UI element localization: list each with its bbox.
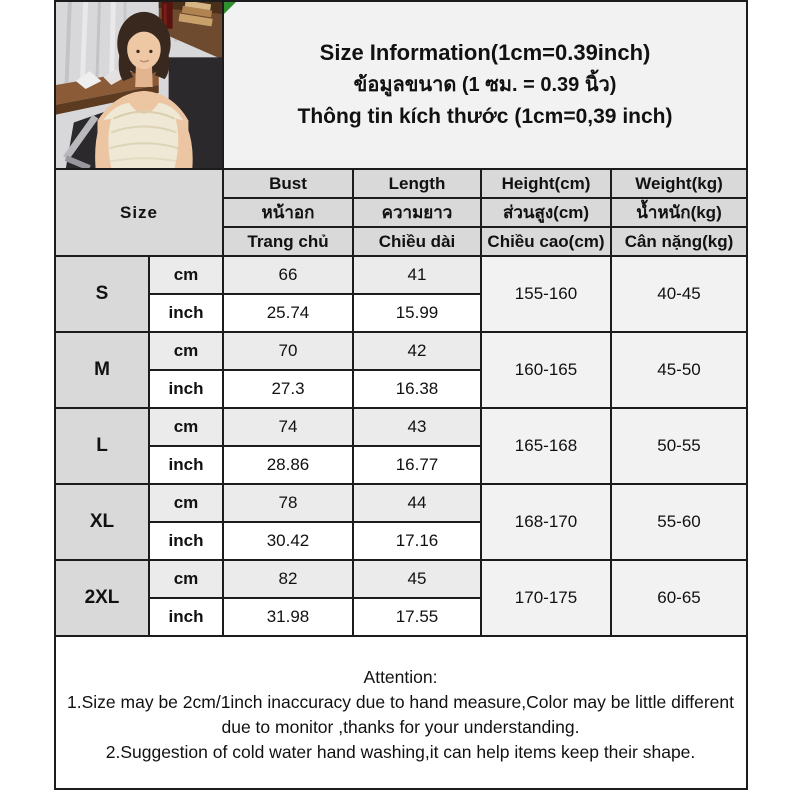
- header-weight-vi: Cân nặng(kg): [611, 227, 747, 256]
- weight-range: 60-65: [611, 560, 747, 636]
- bust-cm-value: 74: [223, 408, 353, 446]
- bust-cm-value: 78: [223, 484, 353, 522]
- title-block: [223, 1, 747, 169]
- unit-inch: inch: [149, 522, 223, 560]
- header-height-en: Height(cm): [481, 169, 611, 198]
- bust-inch-value: 31.98: [223, 598, 353, 636]
- title-vietnamese: Thông tin kích thước (1cm=0,39 inch): [297, 105, 673, 129]
- size-label-2xl: 2XL: [55, 560, 149, 636]
- bust-cm-value: 66: [223, 256, 353, 294]
- length-inch-value: 17.55: [353, 598, 481, 636]
- header-row-english: [55, 169, 747, 198]
- length-cm-value: 45: [353, 560, 481, 598]
- header-length-vi: Chiều dài: [353, 227, 481, 256]
- header-bust-vi: Trang chủ: [223, 227, 353, 256]
- title-thai: ข้อมูลขนาด (1 ซม. = 0.39 นิ้ว): [353, 74, 617, 97]
- unit-cm: cm: [149, 484, 223, 522]
- unit-cm: cm: [149, 408, 223, 446]
- header-length-th: ความยาว: [353, 198, 481, 227]
- size-table: [54, 0, 748, 790]
- length-inch-value: 16.77: [353, 446, 481, 484]
- top-row: [55, 1, 747, 169]
- weight-range: 40-45: [611, 256, 747, 332]
- row-s-cm: [55, 256, 747, 294]
- length-inch-value: 15.99: [353, 294, 481, 332]
- unit-cm: cm: [149, 560, 223, 598]
- height-range: 170-175: [481, 560, 611, 636]
- unit-cm: cm: [149, 256, 223, 294]
- attention-row: [55, 636, 747, 789]
- header-weight-en: Weight(kg): [611, 169, 747, 198]
- bust-inch-value: 25.74: [223, 294, 353, 332]
- attention-line-1: 1.Size may be 2cm/1inch inaccuracy due to hand measure,Color may be little different due to monitor ,thanks for your understanding.: [67, 692, 734, 737]
- bust-inch-value: 28.86: [223, 446, 353, 484]
- bust-inch-value: 27.3: [223, 370, 353, 408]
- header-bust-en: Bust: [223, 169, 353, 198]
- header-height-vi: Chiều cao(cm): [481, 227, 611, 256]
- header-length-en: Length: [353, 169, 481, 198]
- bust-inch-value: 30.42: [223, 522, 353, 560]
- length-cm-value: 41: [353, 256, 481, 294]
- title-english: Size Information(1cm=0.39inch): [319, 40, 651, 66]
- row-2xl-cm: [55, 560, 747, 598]
- header-height-th: ส่วนสูง(cm): [481, 198, 611, 227]
- size-column-header: Size: [55, 169, 223, 256]
- row-m-cm: [55, 332, 747, 370]
- length-cm-value: 44: [353, 484, 481, 522]
- size-label-m: M: [55, 332, 149, 408]
- height-range: 160-165: [481, 332, 611, 408]
- height-range: 155-160: [481, 256, 611, 332]
- row-l-cm: [55, 408, 747, 446]
- header-weight-th: น้ำหนัก(kg): [611, 198, 747, 227]
- row-xl-cm: [55, 484, 747, 522]
- weight-range: 50-55: [611, 408, 747, 484]
- unit-inch: inch: [149, 598, 223, 636]
- length-cm-value: 43: [353, 408, 481, 446]
- attention-line-2: 2.Suggestion of cold water hand washing,it can help items keep their shape.: [105, 741, 696, 762]
- attention-heading: Attention:: [363, 667, 438, 688]
- height-range: 165-168: [481, 408, 611, 484]
- bust-cm-value: 82: [223, 560, 353, 598]
- weight-range: 55-60: [611, 484, 747, 560]
- green-corner-marker-icon: [224, 2, 236, 14]
- header-bust-th: หน้าอก: [223, 198, 353, 227]
- bust-cm-value: 70: [223, 332, 353, 370]
- unit-inch: inch: [149, 370, 223, 408]
- unit-inch: inch: [149, 446, 223, 484]
- size-label-s: S: [55, 256, 149, 332]
- model-photo: [55, 1, 223, 169]
- length-inch-value: 16.38: [353, 370, 481, 408]
- unit-inch: inch: [149, 294, 223, 332]
- height-range: 168-170: [481, 484, 611, 560]
- length-inch-value: 17.16: [353, 522, 481, 560]
- weight-range: 45-50: [611, 332, 747, 408]
- length-cm-value: 42: [353, 332, 481, 370]
- unit-cm: cm: [149, 332, 223, 370]
- model-photo-illustration: [56, 2, 222, 168]
- size-label-xl: XL: [55, 484, 149, 560]
- attention-block: [55, 636, 747, 789]
- size-label-l: L: [55, 408, 149, 484]
